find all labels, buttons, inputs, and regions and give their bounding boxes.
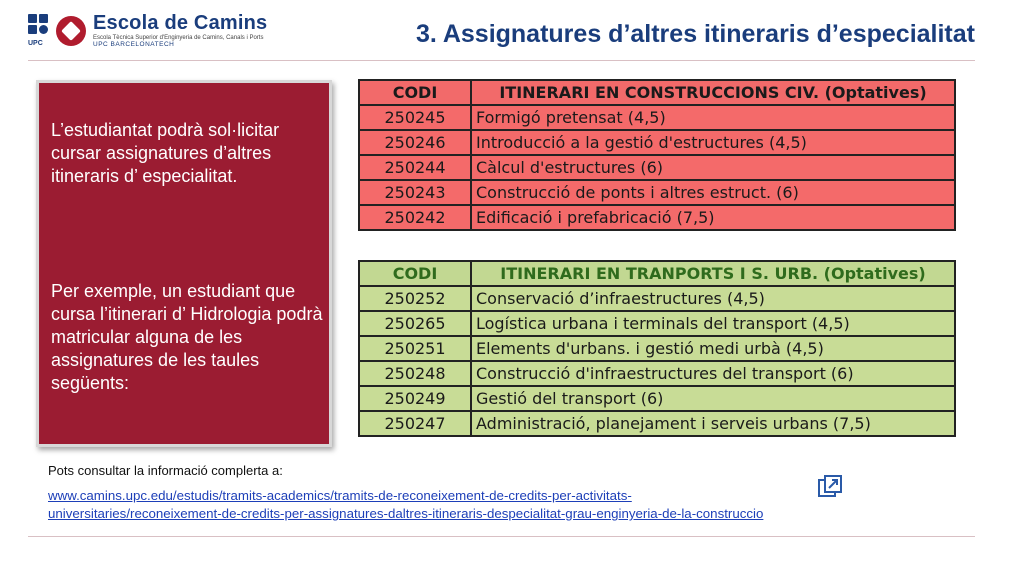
course-name: Introducció a la gestió d'estructures (4,5) xyxy=(471,130,955,155)
table-row xyxy=(359,286,955,311)
note-paragraph-2: Per exemple, un estudiant que cursa l’itinerari d’ Hidrologia podrà matricular alguna de les assignatures de les taules següents: xyxy=(51,281,323,393)
upc-logo-icon xyxy=(28,14,50,48)
course-code: 250251 xyxy=(359,336,471,361)
footer-link-line-1[interactable]: www.camins.upc.edu/estudis/tramits-academics/tramits-de-reconeixement-de-credits-per-activitats- xyxy=(48,488,632,503)
course-name: Edificació i prefabricació (7,5) xyxy=(471,205,955,230)
table-header-row xyxy=(359,261,955,286)
table-row xyxy=(359,155,955,180)
course-name: Construcció de ponts i altres estruct. (6) xyxy=(471,180,955,205)
table-transports xyxy=(358,260,956,437)
school-seal-icon xyxy=(56,16,86,46)
course-name: Administració, planejament i serveis urbans (7,5) xyxy=(471,411,955,436)
footer-link-line-2[interactable]: universitaries/reconeixement-de-credits-per-assignatures-daltres-itineraris-despecialitat-grau-enginyeria-de-la-construccio xyxy=(48,506,764,521)
course-code: 250247 xyxy=(359,411,471,436)
brand-subtitle: Escola Tècnica Superior d'Enginyeria de Camins, Canals i Ports xyxy=(93,35,264,42)
table-construccions xyxy=(358,79,956,231)
course-name: Càlcul d'estructures (6) xyxy=(471,155,955,180)
note-paragraph-1: L’estudiantat podrà sol·licitar cursar assignatures d’altres itineraris d’ especialitat. xyxy=(51,120,280,186)
footer-intro: Pots consultar la informació complerta a: xyxy=(48,463,283,478)
course-code: 250244 xyxy=(359,155,471,180)
header-code: CODI xyxy=(359,80,471,105)
course-code: 250242 xyxy=(359,205,471,230)
table-row xyxy=(359,311,955,336)
course-name: Conservació d’infraestructures (4,5) xyxy=(471,286,955,311)
upc-logo-label: UPC xyxy=(28,40,43,47)
header-code: CODI xyxy=(359,261,471,286)
course-code: 250248 xyxy=(359,361,471,386)
table-row xyxy=(359,205,955,230)
table-row xyxy=(359,180,955,205)
table-row xyxy=(359,411,955,436)
header-itinerary: ITINERARI EN CONSTRUCCIONS CIV. (Optatives) xyxy=(471,80,955,105)
course-name: Formigó pretensat (4,5) xyxy=(471,105,955,130)
course-code: 250252 xyxy=(359,286,471,311)
brand-tech: UPC BARCELONATECH xyxy=(93,41,175,49)
course-code: 250246 xyxy=(359,130,471,155)
course-code: 250245 xyxy=(359,105,471,130)
top-divider xyxy=(28,60,975,61)
course-code: 250249 xyxy=(359,386,471,411)
table-row xyxy=(359,130,955,155)
slide-title: 3. Assignatures d’altres itineraris d’especialitat xyxy=(415,20,975,48)
bottom-divider xyxy=(28,536,975,537)
brand-name: Escola de Camins xyxy=(93,12,268,35)
course-name: Construcció d'infraestructures del transport (6) xyxy=(471,361,955,386)
external-link-icon[interactable] xyxy=(818,475,842,497)
table-row xyxy=(359,386,955,411)
course-code: 250243 xyxy=(359,180,471,205)
table-row xyxy=(359,336,955,361)
course-name: Logística urbana i terminals del transport (4,5) xyxy=(471,311,955,336)
course-name: Elements d'urbans. i gestió medi urbà (4,5) xyxy=(471,336,955,361)
note-box xyxy=(36,80,332,447)
course-code: 250265 xyxy=(359,311,471,336)
table-row xyxy=(359,361,955,386)
table-row xyxy=(359,105,955,130)
header-itinerary: ITINERARI EN TRANPORTS I S. URB. (Optatives) xyxy=(471,261,955,286)
school-logo xyxy=(28,14,267,48)
table-header-row xyxy=(359,80,955,105)
course-name: Gestió del transport (6) xyxy=(471,386,955,411)
